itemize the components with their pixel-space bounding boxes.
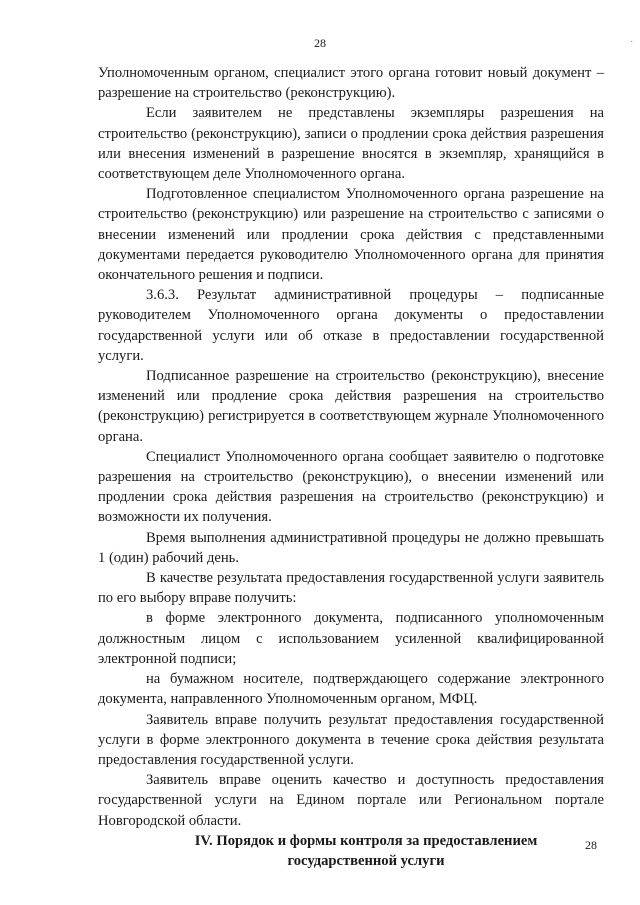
paragraph: 3.6.3. Результат административной процедуры – подписанные руководителем Уполномоченного органа документы о предоставлении государственной услуги или об отказе в предоставлении государственной услуги.: [98, 287, 604, 364]
edge-mark: ˙: [630, 40, 634, 51]
paragraph: в форме электронного документа, подписанного уполномоченным должностным лицом с использованием усиленной квалифицированной электронной подписи;: [98, 610, 604, 667]
section-heading-line-2: государственной услуги: [287, 852, 445, 869]
paragraph: Заявитель вправе оценить качество и доступность предоставления государственной услуги на Едином портале или Региональном портале Новгородской области.: [98, 772, 604, 829]
paragraph: Специалист Уполномоченного органа сообщает заявителю о подготовке разрешения на строительство (реконструкцию), о внесении изменений или продлении срока действия разрешения на строительство (реконструкцию) и возможности их получения.: [98, 448, 604, 526]
paragraph: Если заявителем не представлены экземпляры разрешения на строительство (реконструкцию), записи о продлении срока действия разрешения или внесения изменений в разрешение вносятся в экземпляр, хранящийся в соответствующем деле Уполномоченного органа.: [98, 105, 604, 183]
section-heading-line-1: IV. Порядок и формы контроля за предоставлением: [194, 832, 538, 849]
paragraph: на бумажном носителе, подтверждающего содержание электронного документа, направленного Уполномоченным органом, МФЦ.: [98, 671, 604, 708]
page-number-top: 28: [314, 36, 326, 50]
document-body: [98, 63, 604, 871]
section-heading: [98, 831, 604, 871]
paragraph: Подготовленное специалистом Уполномоченного органа разрешение на строительство (реконструкцию) или разрешение на строительство с записями о внесении изменений или продлении срока действия с представленными документами передается руководителю Уполномоченного органа для принятия окончательного решения и подписи.: [98, 186, 604, 284]
paragraph: Заявитель вправе получить результат предоставления государственной услуги в форме электронного документа в течение срока действия результата предоставления государственной услуги.: [98, 711, 604, 768]
paragraph: В качестве результата предоставления государственной услуги заявитель по его выбору вправе получить:: [98, 570, 604, 607]
paragraph: Уполномоченным органом, специалист этого органа готовит новый документ – разрешение на строительство (реконструкцию).: [98, 65, 604, 102]
page-number-bottom: 28: [585, 838, 597, 852]
paragraph: Подписанное разрешение на строительство (реконструкцию), внесение изменений или продление срока действия разрешения на строительство (реконструкцию) регистрируется в соответствующем журнале Уполномоченного органа.: [98, 368, 604, 445]
paragraph: Время выполнения административной процедуры не должно превышать 1 (один) рабочий день.: [98, 529, 604, 566]
